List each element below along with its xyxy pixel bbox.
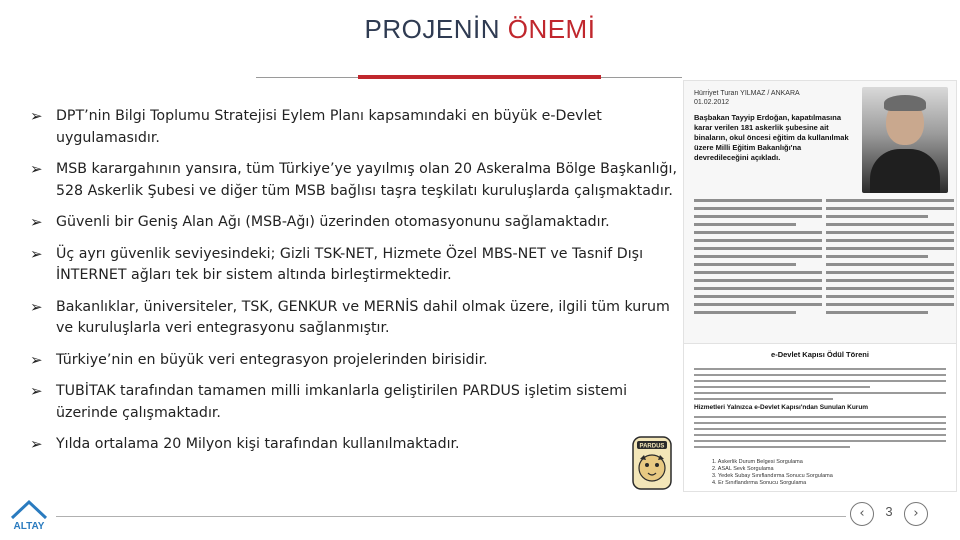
bullet-text: Üç ayrı güvenlik seviyesindeki; Gizli TSK-NET, Hizmete Özel MBS-NET ve Tasnif Dışı İNTERNET ağları tek bir sistem altında birleştirmektedir. xyxy=(56,245,644,283)
bullet-text: MSB karargahının yansıra, tüm Türkiye’ye yayılmış olan 20 Askeralma Bölge Başkanlığı, 528 Askerlik Şubesi ve diğer tüm MSB bağlısı taşra teşkilatı kuruluşlarda çalışmaktadır. xyxy=(56,161,677,199)
clipping-lead: Başbakan Tayyip Erdoğan, kapatılmasına karar verilen 181 askerlik şubesine ait binaların, okul öncesi eğitim da kullanılmak üzere Milli Eğitim Bakanlığı'na devredileceğini açıkladı. xyxy=(694,113,849,162)
arrow-bullet-icon: ➢ xyxy=(30,244,43,263)
bullet-text: DPT’nin Bilgi Toplumu Stratejisi Eylem Planı kapsamındaki en büyük e-Devlet uygulamasıdır. xyxy=(56,108,602,146)
bullet-text: Türkiye’nin en büyük veri entegrasyon projelerinden birisidir. xyxy=(56,351,488,368)
bullet-item xyxy=(30,350,680,372)
title-accent-bar xyxy=(358,75,601,79)
bullet-item xyxy=(30,159,680,202)
slide-navigation xyxy=(846,502,930,526)
arrow-bullet-icon: ➢ xyxy=(30,297,43,316)
bullet-item xyxy=(30,106,680,149)
clipping-column-left xyxy=(694,199,822,319)
slide-title-accent: ÖNEMİ xyxy=(507,14,596,44)
award-panel-body-2 xyxy=(694,416,946,452)
award-list-item: 1. Askerlik Durum Belgesi Sorgulama xyxy=(712,459,803,465)
award-list-item: 4. Er Sınıflandırma Sonucu Sorgulama xyxy=(712,480,807,486)
altay-logo-text: ALTAY xyxy=(13,521,45,532)
award-list-item: 3. Yedek Subay Sınıflandırma Sonucu Sorgulama xyxy=(712,473,833,479)
clipping-header xyxy=(694,89,800,107)
altay-logo xyxy=(8,498,50,532)
arrow-bullet-icon: ➢ xyxy=(30,350,43,369)
clipping-date: 01.02.2012 xyxy=(694,99,730,106)
footer-divider xyxy=(56,516,846,517)
award-list-item: 2. ASAL Sevk Sorgulama xyxy=(712,466,774,472)
pardus-logo xyxy=(630,435,674,491)
bullet-item xyxy=(30,212,680,234)
bullet-list xyxy=(30,106,680,466)
award-panel-title: e-Devlet Kapısı Ödül Töreni xyxy=(771,350,869,359)
clipping-photo xyxy=(862,87,948,193)
chevron-left-icon[interactable]: ‹ xyxy=(850,502,874,526)
pardus-logo-text: PARDUS xyxy=(639,443,665,450)
page-number: 3 xyxy=(885,504,893,519)
arrow-bullet-icon: ➢ xyxy=(30,107,43,125)
bullet-item xyxy=(30,244,680,287)
photo-suit xyxy=(870,149,940,193)
bullet-text: TUBİTAK tarafından tamamen milli imkanlarla geliştirilen PARDUS işletim sistemi üzerinde çalışmaktadır. xyxy=(56,383,628,421)
arrow-bullet-icon: ➢ xyxy=(30,160,43,178)
award-panel-body xyxy=(694,368,946,404)
newspaper-clipping xyxy=(683,80,957,344)
slide-title-main: PROJENİN xyxy=(364,14,508,44)
bullet-text: Yılda ortalama 20 Milyon kişi tarafından kullanılmaktadır. xyxy=(56,436,460,452)
award-panel-subheading: Hizmetleri Yalnızca e-Devlet Kapısı'ndan Sunulan Kurum xyxy=(694,404,869,411)
chevron-right-icon[interactable]: › xyxy=(904,502,928,526)
clipping-column-right xyxy=(826,199,954,319)
arrow-bullet-icon: ➢ xyxy=(30,435,43,453)
slide-title xyxy=(0,14,960,45)
bullet-text: Bakanlıklar, üniversiteler, TSK, GENKUR ve MERNİS dahil olmak üzere, ilgili tüm kurum ve kuruluşlarla veri entegrasyonu sağlanmıştır. xyxy=(56,298,670,336)
bullet-item xyxy=(30,297,680,340)
bullet-item xyxy=(30,381,680,424)
arrow-bullet-icon: ➢ xyxy=(30,382,43,400)
award-panel-list xyxy=(712,459,833,487)
bullet-item xyxy=(30,434,680,456)
arrow-bullet-icon: ➢ xyxy=(30,213,43,231)
clipping-byline: Hürriyet Turan YILMAZ / ANKARA xyxy=(694,90,800,97)
photo-hair xyxy=(884,95,926,111)
award-panel xyxy=(683,343,957,492)
bullet-text: Güvenli bir Geniş Alan Ağı (MSB-Ağı) üzerinden otomasyonunu sağlamaktadır. xyxy=(56,214,610,230)
